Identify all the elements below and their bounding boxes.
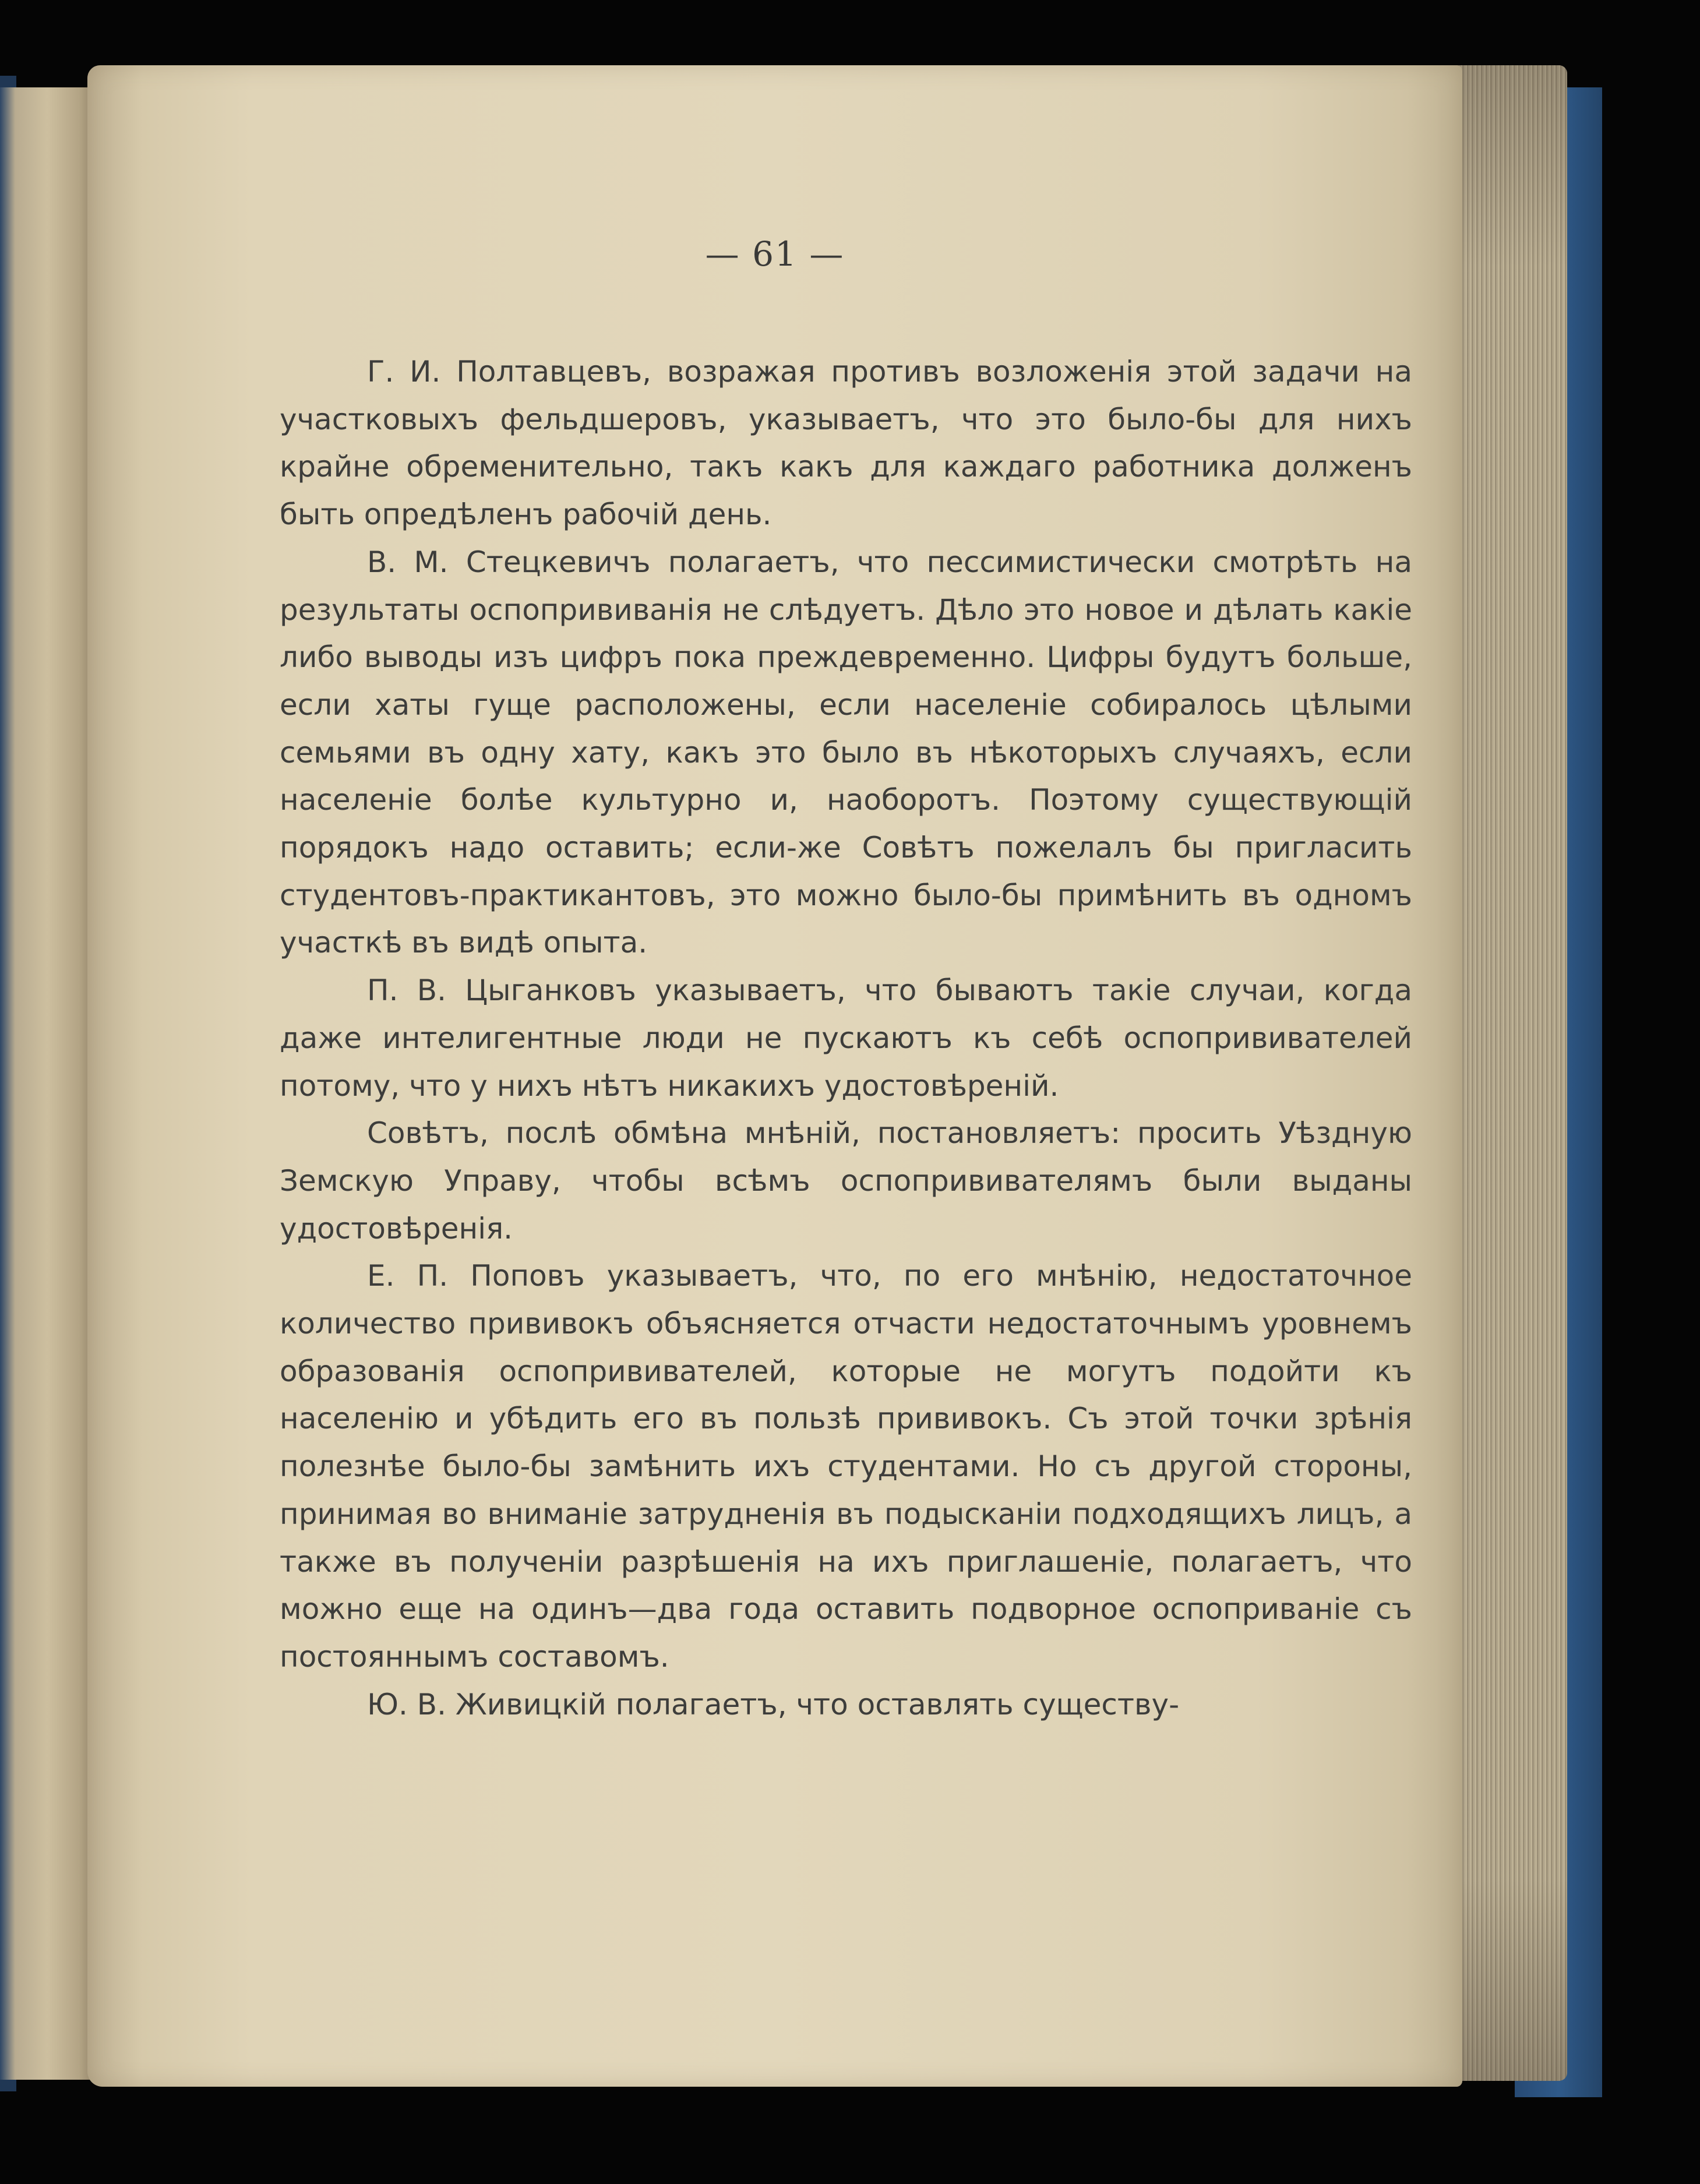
paragraph-popov: Е. П. Поповъ указываетъ, что, по его мнѣнію, недостаточное количество прививокъ объясняется отчасти недостаточнымъ уровнемъ образованія оспопрививателей, которые не могутъ подойти къ населенію и убѣдить его въ пользѣ прививокъ. Съ этой точки зрѣнія полезнѣе было-бы замѣнить ихъ студентами. Но съ другой стороны, принимая во вниманіе затрудненія въ подысканіи подходящихъ лицъ, а также въ полученіи разрѣшенія на ихъ приглашеніе, полагаетъ, что можно еще на одинъ—два года оставить подворное оспоприваніе съ постояннымъ составомъ. [280, 1259, 1412, 1674]
paragraph-sovet-resolution: Совѣтъ, послѣ обмѣна мнѣній, постановляетъ: просить Уѣздную Земскую Управу, чтобы всѣмъ оспопрививателямъ были выданы удостовѣренія. [280, 1116, 1412, 1246]
paragraph-tsygankov: П. В. Цыганковъ указываетъ, что бываютъ такіе случаи, когда даже интелигентные люди не пускаютъ къ себѣ оспопрививателей потому, что у нихъ нѣтъ никакихъ удостовѣреній. [280, 973, 1412, 1103]
page-body [280, 348, 1412, 1728]
paragraph-stetskevich: В. М. Стецкевичъ полагаетъ, что пессимистически смотрѣть на результаты оспопрививанія не слѣдуетъ. Дѣло это новое и дѣлать какіе либо выводы изъ цифръ пока преждевременно. Цифры будутъ больше, если хаты гуще расположены, если населеніе собиралось цѣлыми семьями въ одну хату, какъ это было въ нѣкоторыхъ случаяхъ, если населеніе болѣе культурно и, наоборотъ. Поэтому существующій порядокъ надо оставить; если-же Совѣтъ пожелалъ бы пригласить студентовъ-практикантовъ, это можно было-бы примѣнить въ одномъ участкѣ въ видѣ опыта. [280, 545, 1412, 960]
book-page [87, 65, 1462, 2087]
paragraph-poltavtsev: Г. И. Полтавцевъ, возражая противъ возложенія этой задачи на участковыхъ фельдшеровъ, указываетъ, что это было-бы для нихъ крайне обременительно, такъ какъ для каждаго работника долженъ быть опредѣленъ рабочій день. [280, 355, 1412, 532]
page-number-header: — 61 — [705, 234, 845, 274]
page-block-shadow [1451, 65, 1567, 2081]
paragraph-zhivitsky: Ю. В. Живицкій полагаетъ, что оставлять существу- [367, 1687, 1180, 1721]
